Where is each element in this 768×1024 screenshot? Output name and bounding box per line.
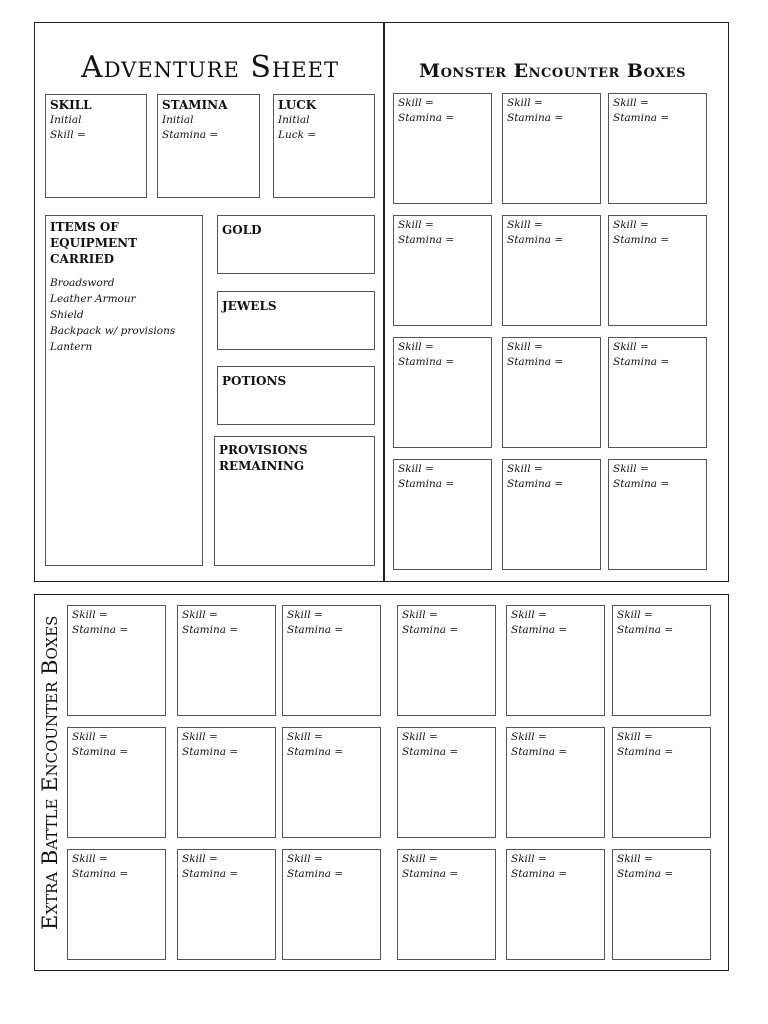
encounter-box[interactable] xyxy=(393,459,492,570)
encounter-skill-label: Skill = xyxy=(182,853,218,865)
encounter-box[interactable] xyxy=(177,849,276,960)
encounter-box[interactable] xyxy=(612,605,711,716)
encounter-stamina-label: Stamina = xyxy=(613,112,670,124)
encounter-skill-label: Skill = xyxy=(398,219,434,231)
encounter-skill-label: Skill = xyxy=(511,853,547,865)
encounter-box[interactable] xyxy=(608,459,707,570)
encounter-skill-label: Skill = xyxy=(398,97,434,109)
encounter-skill-label: Skill = xyxy=(72,731,108,743)
encounter-stamina-label: Stamina = xyxy=(402,746,459,758)
encounter-stamina-label: Stamina = xyxy=(613,356,670,368)
encounter-stamina-label: Stamina = xyxy=(402,624,459,636)
luck-current-label: Luck = xyxy=(278,129,317,141)
encounter-box[interactable] xyxy=(397,849,496,960)
encounter-skill-label: Skill = xyxy=(402,853,438,865)
encounter-stamina-label: Stamina = xyxy=(617,746,674,758)
encounter-stamina-label: Stamina = xyxy=(507,112,564,124)
skill-header: SKILL xyxy=(50,98,92,112)
equipment-header: ITEMS OF EQUIPMENT CARRIED xyxy=(50,220,138,266)
encounter-box[interactable] xyxy=(612,727,711,838)
jewels-header: JEWELS xyxy=(222,299,277,313)
encounter-skill-label: Skill = xyxy=(507,219,543,231)
provisions-box[interactable] xyxy=(214,436,375,566)
encounter-skill-label: Skill = xyxy=(287,731,323,743)
stamina-current-label: Stamina = xyxy=(162,129,219,141)
encounter-stamina-label: Stamina = xyxy=(398,478,455,490)
encounter-skill-label: Skill = xyxy=(617,853,653,865)
encounter-box[interactable] xyxy=(506,727,605,838)
encounter-stamina-label: Stamina = xyxy=(507,356,564,368)
encounter-stamina-label: Stamina = xyxy=(613,478,670,490)
encounter-stamina-label: Stamina = xyxy=(287,624,344,636)
equipment-item: Leather Armour xyxy=(50,293,136,305)
encounter-stamina-label: Stamina = xyxy=(398,234,455,246)
luck-initial-label: Initial xyxy=(278,114,310,126)
encounter-stamina-label: Stamina = xyxy=(511,746,568,758)
encounter-box[interactable] xyxy=(282,605,381,716)
encounter-box[interactable] xyxy=(67,605,166,716)
stamina-initial-label: Initial xyxy=(162,114,194,126)
encounter-box[interactable] xyxy=(177,727,276,838)
encounter-stamina-label: Stamina = xyxy=(182,868,239,880)
encounter-box[interactable] xyxy=(502,459,601,570)
encounter-skill-label: Skill = xyxy=(613,341,649,353)
encounter-box[interactable] xyxy=(502,337,601,448)
encounter-box[interactable] xyxy=(282,727,381,838)
encounter-skill-label: Skill = xyxy=(402,731,438,743)
encounter-box[interactable] xyxy=(393,337,492,448)
luck-header: LUCK xyxy=(278,98,317,112)
encounter-box[interactable] xyxy=(177,605,276,716)
encounter-skill-label: Skill = xyxy=(398,463,434,475)
encounter-stamina-label: Stamina = xyxy=(507,478,564,490)
encounter-box[interactable] xyxy=(397,605,496,716)
encounter-skill-label: Skill = xyxy=(398,341,434,353)
encounter-skill-label: Skill = xyxy=(287,853,323,865)
stamina-box[interactable] xyxy=(157,94,260,198)
encounter-stamina-label: Stamina = xyxy=(398,112,455,124)
encounter-skill-label: Skill = xyxy=(613,463,649,475)
encounter-skill-label: Skill = xyxy=(613,219,649,231)
encounter-stamina-label: Stamina = xyxy=(72,746,129,758)
encounter-box[interactable] xyxy=(393,215,492,326)
equipment-list xyxy=(50,275,198,355)
encounter-stamina-label: Stamina = xyxy=(511,624,568,636)
equipment-item: Lantern xyxy=(50,341,93,353)
encounter-skill-label: Skill = xyxy=(72,853,108,865)
frame-divider xyxy=(383,22,385,582)
encounter-box[interactable] xyxy=(608,93,707,204)
skill-initial-label: Initial xyxy=(50,114,82,126)
potions-header: POTIONS xyxy=(222,374,287,388)
encounter-box[interactable] xyxy=(502,215,601,326)
page-title: Adventure Sheet xyxy=(81,50,339,85)
encounter-stamina-label: Stamina = xyxy=(72,624,129,636)
potions-box[interactable] xyxy=(217,366,375,425)
encounter-stamina-label: Stamina = xyxy=(617,624,674,636)
equipment-item: Backpack w/ provisions xyxy=(50,325,176,337)
encounter-stamina-label: Stamina = xyxy=(182,746,239,758)
jewels-box[interactable] xyxy=(217,291,375,350)
provisions-header: PROVISIONS REMAINING xyxy=(219,443,308,473)
encounter-skill-label: Skill = xyxy=(507,97,543,109)
encounter-box[interactable] xyxy=(506,605,605,716)
encounter-skill-label: Skill = xyxy=(287,609,323,621)
encounter-skill-label: Skill = xyxy=(613,97,649,109)
encounter-skill-label: Skill = xyxy=(182,731,218,743)
luck-box[interactable] xyxy=(273,94,375,198)
encounter-skill-label: Skill = xyxy=(511,731,547,743)
encounter-stamina-label: Stamina = xyxy=(507,234,564,246)
encounter-stamina-label: Stamina = xyxy=(398,356,455,368)
skill-current-label: Skill = xyxy=(50,129,86,141)
equipment-box[interactable] xyxy=(45,215,203,566)
encounter-skill-label: Skill = xyxy=(507,341,543,353)
encounter-skill-label: Skill = xyxy=(402,609,438,621)
encounter-box[interactable] xyxy=(393,93,492,204)
encounter-box[interactable] xyxy=(612,849,711,960)
encounter-skill-label: Skill = xyxy=(617,731,653,743)
encounter-skill-label: Skill = xyxy=(507,463,543,475)
encounter-box[interactable] xyxy=(67,849,166,960)
encounter-stamina-label: Stamina = xyxy=(182,624,239,636)
encounter-box[interactable] xyxy=(506,849,605,960)
extra-battle-title: Extra Battle Encounter Boxes xyxy=(38,615,62,930)
encounter-box[interactable] xyxy=(502,93,601,204)
stamina-header: STAMINA xyxy=(162,98,228,112)
encounter-stamina-label: Stamina = xyxy=(613,234,670,246)
encounter-stamina-label: Stamina = xyxy=(617,868,674,880)
encounter-box[interactable] xyxy=(608,215,707,326)
encounter-box[interactable] xyxy=(608,337,707,448)
encounter-skill-label: Skill = xyxy=(511,609,547,621)
encounter-skill-label: Skill = xyxy=(617,609,653,621)
encounter-stamina-label: Stamina = xyxy=(402,868,459,880)
encounter-stamina-label: Stamina = xyxy=(287,868,344,880)
gold-header: GOLD xyxy=(222,223,262,237)
encounter-skill-label: Skill = xyxy=(72,609,108,621)
encounter-skill-label: Skill = xyxy=(182,609,218,621)
gold-box[interactable] xyxy=(217,215,375,274)
monster-encounter-title: Monster Encounter Boxes xyxy=(419,60,686,82)
equipment-item: Shield xyxy=(50,309,84,321)
encounter-stamina-label: Stamina = xyxy=(511,868,568,880)
encounter-box[interactable] xyxy=(397,727,496,838)
encounter-box[interactable] xyxy=(282,849,381,960)
encounter-stamina-label: Stamina = xyxy=(72,868,129,880)
skill-box[interactable] xyxy=(45,94,147,198)
equipment-item: Broadsword xyxy=(50,277,115,289)
encounter-stamina-label: Stamina = xyxy=(287,746,344,758)
encounter-box[interactable] xyxy=(67,727,166,838)
